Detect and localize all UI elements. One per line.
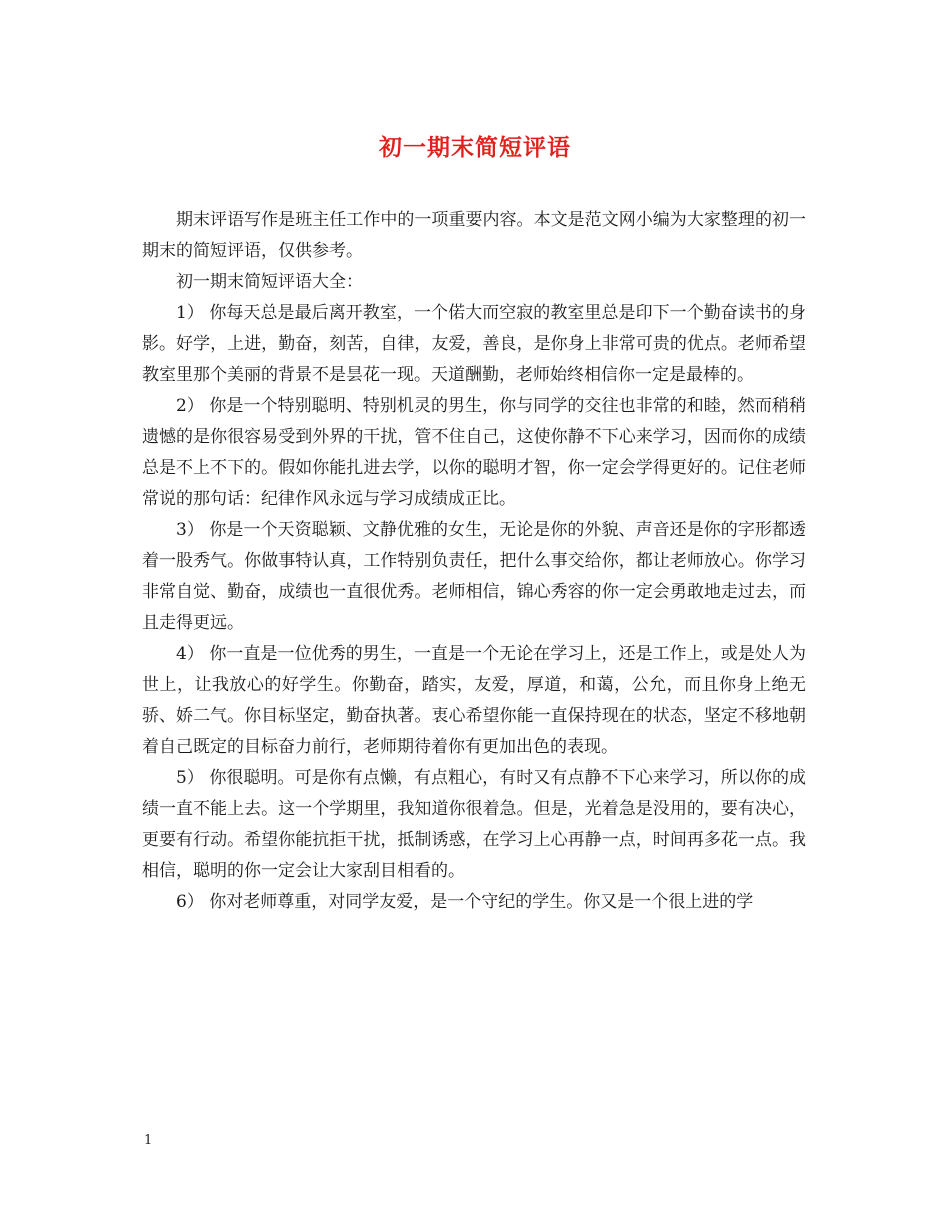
- paragraph-comment-4: 4） 你一直是一位优秀的男生，一直是一个无论在学习上，还是工作上，或是处人为世上，让我放心的好学生。你勤奋，踏实，友爱，厚道，和蔼，公允，而且你身上绝无骄、娇二气。你目标坚定，勤奋执著。衷心希望你能一直保持现在的状态，坚定不移地朝着自己既定的目标奋力前行，老师期待着你有更加出色的表现。: [142, 644, 806, 757]
- page-number: 1: [144, 1133, 153, 1148]
- paragraph-comment-3: 3） 你是一个天资聪颖、文静优雅的女生，无论是你的外貌、声音还是你的字形都透着一股秀气。你做事特认真，工作特别负责任，把什么事交给你，都让老师放心。你学习非常自觉、勤奋，成绩也一直很优秀。老师相信，锦心秀容的你一定会勇敢地走过去，而且走得更远。: [142, 520, 806, 633]
- paragraph-comment-1: 1） 你每天总是最后离开教室，一个偌大而空寂的教室里总是印下一个勤奋读书的身影。好学，上进，勤奋，刻苦，自律，友爱，善良，是你身上非常可贵的优点。老师希望教室里那个美丽的背景不是昙花一现。天道酬勤，老师始终相信你一定是最棒的。: [142, 303, 806, 385]
- document-title: 初一期末简短评语: [379, 134, 571, 161]
- paragraph-comment-5: 5） 你很聪明。可是你有点懒，有点粗心，有时又有点静不下心来学习，所以你的成绩一直不能上去。这一个学期里，我知道你很着急。但是，光着急是没用的，要有决心，更要有行动。希望你能抗拒干扰，抵制诱惑，在学习上心再静一点，时间再多花一点。我相信，聪明的你一定会让大家刮目相看的。: [142, 768, 806, 881]
- paragraph-comment-2: 2） 你是一个特别聪明、特别机灵的男生，你与同学的交往也非常的和睦，然而稍稍遗憾的是你很容易受到外界的干扰，管不住自己，这使你静不下心来学习，因而你的成绩总是不上不下的。假如你能扎进去学，以你的聪明才智，你一定会学得更好的。记住老师常说的那句话：纪律作风永远与学习成绩成正比。: [142, 396, 806, 509]
- paragraph-heading: 初一期末简短评语大全：: [176, 272, 363, 292]
- document-body: [142, 205, 806, 918]
- paragraph-comment-6: 6） 你对老师尊重，对同学友爱，是一个守纪的学生。你又是一个很上进的学: [176, 892, 754, 912]
- paragraph-intro: 期末评语写作是班主任工作中的一项重要内容。本文是范文网小编为大家整理的初一期末的简短评语，仅供参考。: [142, 210, 806, 261]
